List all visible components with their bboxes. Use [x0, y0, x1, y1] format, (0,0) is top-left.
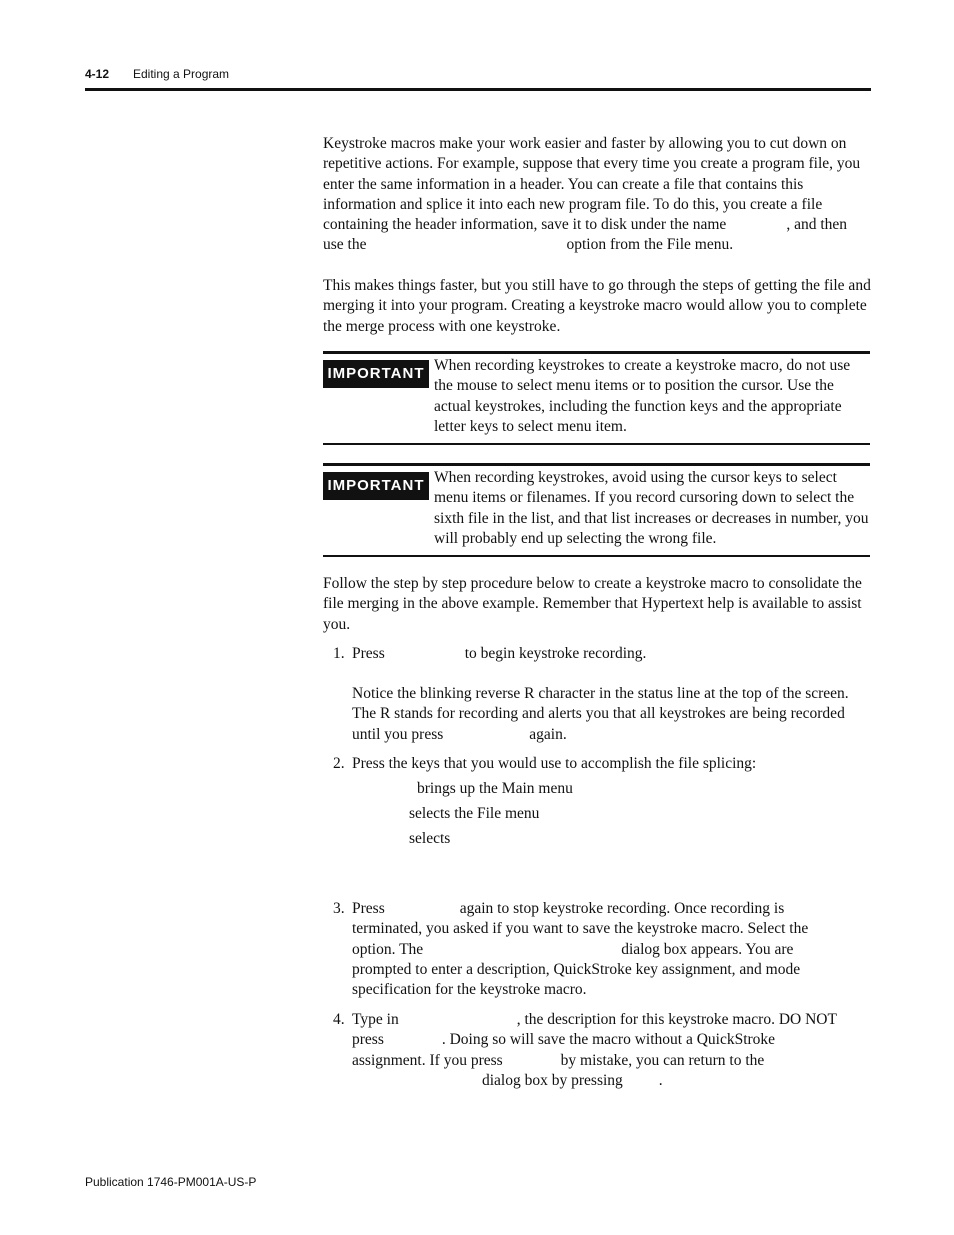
intro-text-end: option from the File menu.	[566, 236, 734, 254]
speed-paragraph	[323, 276, 871, 337]
page-number: 4-12	[85, 67, 110, 81]
important-note-2	[323, 463, 870, 557]
procedure-paragraph	[323, 574, 871, 635]
important-text: When recording keystrokes, avoid using the cursor keys to select menu items or filenames. If you record cursoring down to select the sixth file in the list, and that list increases or decreases in number, you will probably end up selecting the wrong file.	[434, 469, 869, 547]
step-4-text: Type in , the description for this keystroke macro. DO NOT press . Doing so will save the macro without a QuickStroke assignment. If you press by mistake, you can return to the dialog box by pressing .	[352, 1011, 837, 1089]
step-1-number: 1.	[333, 645, 345, 662]
important-tag: IMPORTANT	[323, 360, 429, 388]
step-4-number: 4.	[333, 1011, 345, 1028]
step-2-sub-3: selects	[409, 830, 451, 847]
speed-text: This makes things faster, but you still have to go through the steps of getting the file and merging it into your program. Creating a keystroke macro would allow you to complete the merge process with one keystroke.	[323, 277, 871, 335]
step-3-number: 3.	[333, 900, 345, 917]
step-2-sub-2: selects the File menu	[409, 805, 540, 822]
intro-text: Keystroke macros make your work easier and faster by allowing you to cut down on repetitive actions. For example, suppose that every time you create a program file, you enter the same information in a header. You can create a file that contains this information and splice it into each new program file. To do this, you create a file containing the header information, save it to disk under the name	[323, 135, 861, 234]
step-2-number: 2.	[333, 755, 345, 772]
important-note-1	[323, 351, 870, 445]
publication-footer: Publication 1746-PM001A-US-P	[85, 1175, 257, 1189]
running-header-title: Editing a Program	[133, 67, 230, 81]
step-3-text: Press again to stop keystroke recording. Once recording is terminated, you asked if you want to save the keystroke macro. Select the option. The dialog box appears. You are prompted to enter a description, QuickStroke key assignment, and mode specification for the keystroke macro.	[352, 900, 809, 999]
important-text: When recording keystrokes to create a keystroke macro, do not use the mouse to select menu items or to position the cursor. Use the actual keystrokes, including the function keys and the appropriate letter keys to select menu item.	[434, 357, 851, 435]
step-1-text: Press to begin keystroke recording.	[352, 645, 647, 662]
procedure-text: Follow the step by step procedure below to create a keystroke macro to consolidate the file merging in the above example. Remember that Hypertext help is available to assist you.	[323, 575, 862, 633]
intro-paragraph	[323, 134, 871, 256]
intro-text-mid: , and then use the	[323, 216, 848, 254]
step-1-note: Notice the blinking reverse R character in the status line at the top of the screen. The R stands for recording and alerts you that all keystrokes are being recorded until you press again.	[352, 685, 849, 743]
step-2-text: Press the keys that you would use to accomplish the file splicing:	[352, 755, 757, 772]
important-tag: IMPORTANT	[323, 472, 429, 500]
step-2-sub-1: brings up the Main menu	[417, 780, 573, 797]
header-rule	[85, 88, 871, 91]
